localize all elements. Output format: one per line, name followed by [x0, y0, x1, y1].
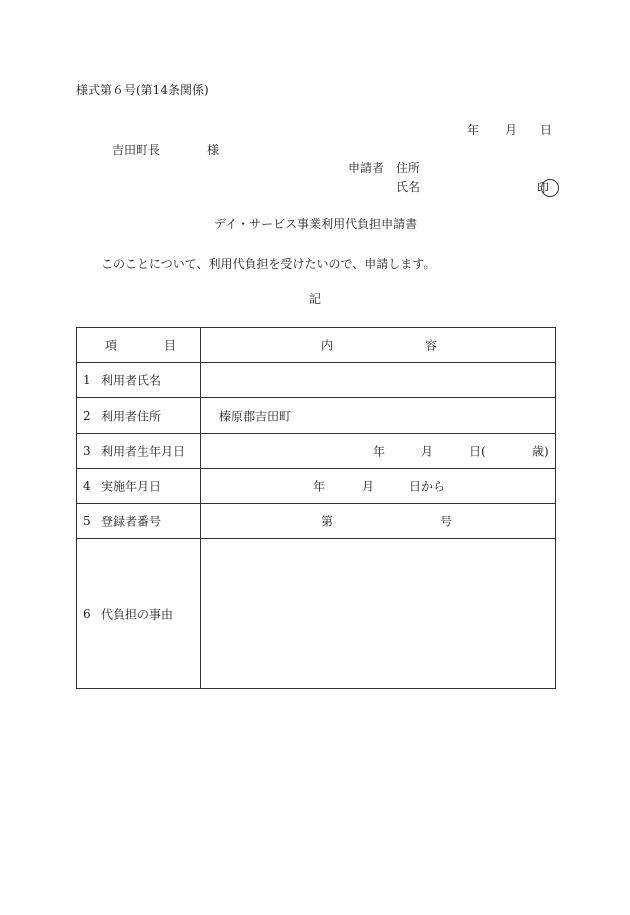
reason-field[interactable]: [201, 539, 556, 689]
impl-year-label: 年: [313, 479, 326, 494]
row-label: 実施年月日: [101, 479, 162, 494]
applicant-role-label: 申請者: [348, 161, 385, 175]
row-number: 6: [83, 606, 91, 621]
row-number: 4: [83, 479, 91, 493]
row-label: 代負担の事由: [101, 607, 174, 621]
table-row: [77, 398, 556, 434]
impl-day-from-label: 日から: [409, 479, 446, 494]
header-item-cell: [77, 328, 201, 363]
header-item-char-2: 目: [164, 338, 177, 353]
table-row: [77, 504, 556, 539]
birth-day-label: 日(: [469, 444, 486, 459]
row-label: 登録者番号: [101, 514, 162, 529]
row-label-cell: [77, 434, 201, 469]
date-month-label: 月: [505, 123, 518, 137]
header-content-cell: [201, 328, 556, 363]
row-label-cell: [77, 539, 201, 689]
intro-text: このことについて、利用代負担を受けたいので、申請します。: [101, 257, 436, 271]
form-number: 様式第６号(第14条関係): [76, 83, 209, 97]
addressee-name: 吉田町長: [112, 143, 161, 157]
application-table: [76, 327, 556, 689]
table-row: [77, 363, 556, 398]
table-row: [77, 469, 556, 504]
row-number: 1: [83, 373, 91, 387]
table-row: [77, 434, 556, 469]
impl-month-label: 月: [362, 479, 375, 494]
user-address-field[interactable]: [201, 398, 556, 434]
registration-suffix-label: 号: [440, 514, 453, 529]
age-label: 歳): [532, 444, 549, 459]
header-item-char-1: 項: [105, 338, 118, 353]
date-day-label: 日: [540, 123, 553, 137]
row-label-cell: [77, 504, 201, 539]
row-label-cell: [77, 469, 201, 504]
table-row: [77, 539, 556, 689]
implementation-date-field[interactable]: [201, 469, 556, 504]
header-content-char-1: 内: [321, 338, 334, 353]
ki-label: 記: [309, 292, 322, 306]
seal-mark: 印: [537, 181, 550, 195]
row-label: 利用者住所: [101, 409, 162, 423]
addressee-honorific: 様: [207, 143, 220, 157]
applicant-address-label: 住所: [396, 161, 421, 175]
user-address-value: 榛原郡吉田町: [219, 409, 292, 423]
row-label: 利用者氏名: [101, 373, 162, 388]
row-label-cell: [77, 363, 201, 398]
date-year-label: 年: [467, 123, 480, 137]
row-number: 5: [83, 514, 91, 528]
registration-prefix-label: 第: [321, 514, 334, 529]
birth-month-label: 月: [421, 444, 434, 459]
row-number: 2: [83, 408, 91, 423]
row-label-cell: [77, 398, 201, 434]
row-label: 利用者生年月日: [101, 444, 186, 459]
document-title: デイ・サービス事業利用代負担申請書: [214, 217, 418, 231]
registration-number-field[interactable]: [201, 504, 556, 539]
birthdate-field[interactable]: [201, 434, 556, 469]
applicant-name-label: 氏名: [396, 180, 421, 194]
row-number: 3: [83, 444, 91, 458]
header-content-char-2: 容: [425, 338, 438, 353]
birth-year-label: 年: [373, 444, 386, 459]
user-name-field[interactable]: [201, 363, 556, 398]
table-header-row: [77, 328, 556, 363]
